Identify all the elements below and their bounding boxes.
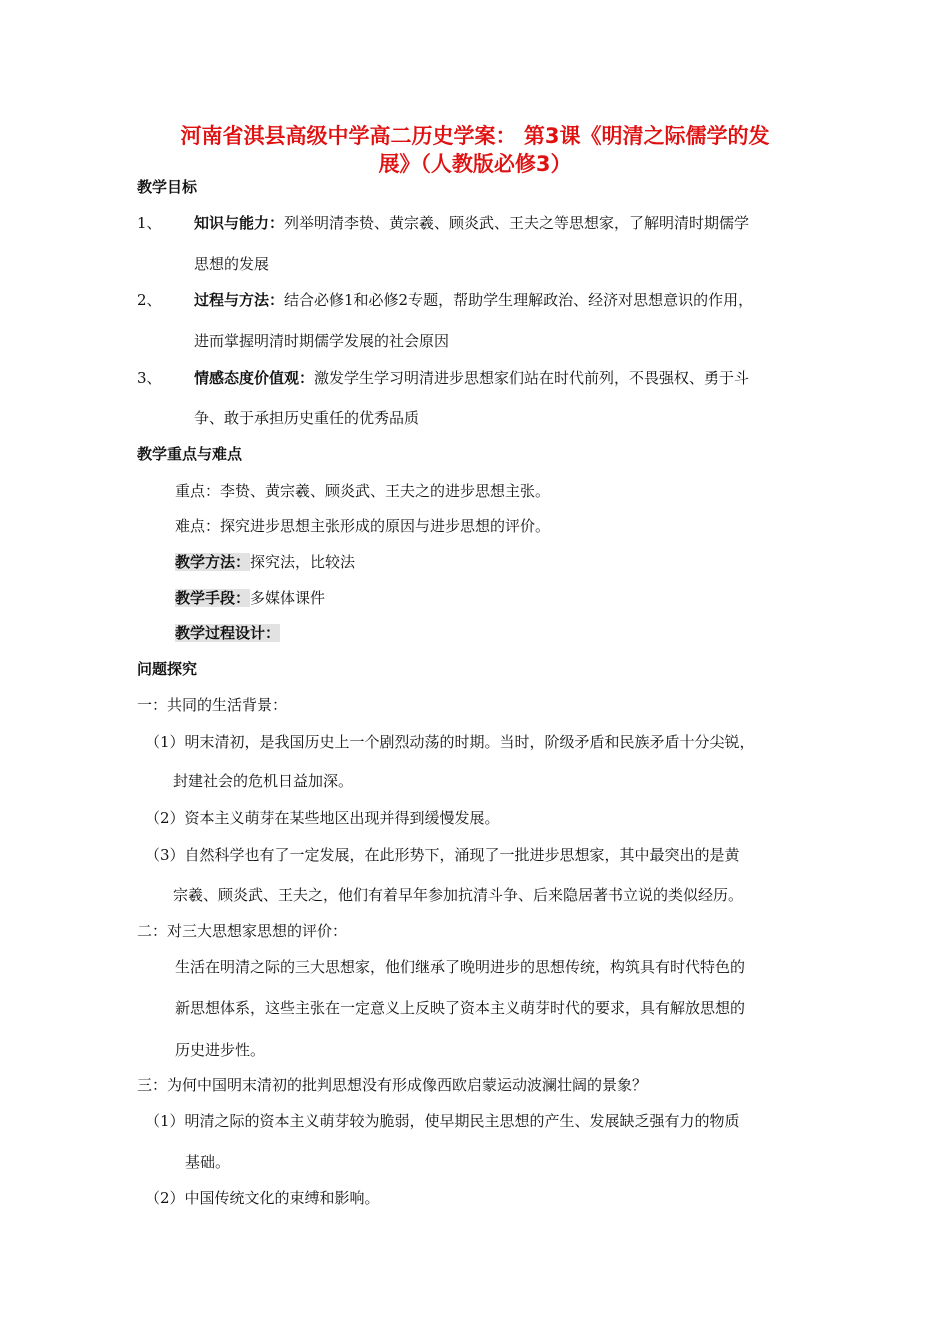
title-line-1: 河南省淇县高级中学高二历史学案： 第3课《明清之际儒学的发 bbox=[180, 124, 770, 148]
goal-1-text: 列举明清李贽、黄宗羲、顾炎武、王夫之等思想家，了解明清时期儒学 bbox=[284, 214, 750, 232]
goal-3-text: 激发学生学习明清进步思想家们站在时代前列，不畏强权、勇于斗 bbox=[314, 369, 750, 387]
goal-1-number: 1、 bbox=[137, 214, 162, 232]
goal-2-label: 过程与方法： bbox=[194, 291, 285, 309]
goal-3-number: 3、 bbox=[137, 369, 162, 387]
q3-item-1-line-2: 基础。 bbox=[185, 1153, 231, 1171]
document-title bbox=[0, 122, 950, 178]
title-line-2: 展》（人教版必修3） bbox=[378, 152, 572, 176]
q1-item-3-line-2: 宗羲、顾炎武、王夫之，他们有着早年参加抗清斗争、后来隐居著书立说的类似经历。 bbox=[173, 886, 744, 904]
q1-item-1-line-2: 封建社会的危机日益加深。 bbox=[173, 772, 354, 790]
goal-2-continuation: 进而掌握明清时期儒学发展的社会原因 bbox=[194, 332, 450, 350]
goal-2-number: 2、 bbox=[137, 291, 162, 309]
teaching-means bbox=[175, 588, 325, 608]
goal-2-line bbox=[194, 290, 753, 310]
goal-3-label: 情感态度价值观： bbox=[194, 369, 315, 387]
question-1: 一：共同的生活背景： bbox=[137, 696, 288, 714]
q1-item-3-line-1: （3）自然科学也有了一定发展，在此形势下，涌现了一批进步思想家，其中最突出的是黄 bbox=[145, 846, 740, 864]
goal-3-line bbox=[194, 368, 749, 388]
goal-3-continuation: 争、敢于承担历史重任的优秀品质 bbox=[194, 409, 420, 427]
q1-item-2-line-1: （2）资本主义萌芽在某些地区出现并得到缓慢发展。 bbox=[145, 809, 500, 827]
teaching-process bbox=[175, 623, 280, 643]
goal-1-line bbox=[194, 213, 749, 233]
goal-1-continuation: 思想的发展 bbox=[194, 255, 270, 273]
goal-2-text: 结合必修1和必修2专题，帮助学生理解政治、经济对思想意识的作用， bbox=[284, 291, 754, 309]
goal-1-label: 知识与能力： bbox=[194, 214, 285, 232]
q2-line-1: 生活在明清之际的三大思想家，他们继承了晚明进步的思想传统，构筑具有时代特色的 bbox=[175, 958, 746, 976]
q1-item-1-line-1: （1）明末清初，是我国历史上一个剧烈动荡的时期。当时，阶级矛盾和民族矛盾十分尖锐， bbox=[145, 733, 755, 751]
goals-heading: 教学目标 bbox=[137, 178, 198, 196]
method-label: 教学方法： bbox=[175, 553, 251, 571]
keypoints-heading: 教学重点与难点 bbox=[137, 445, 243, 463]
process-label: 教学过程设计： bbox=[175, 624, 281, 642]
question-2: 二：对三大思想家思想的评价： bbox=[137, 922, 348, 940]
q2-line-2: 新思想体系，这些主张在一定意义上反映了资本主义萌芽时代的要求，具有解放思想的 bbox=[175, 999, 746, 1017]
inquiry-heading: 问题探究 bbox=[137, 660, 198, 678]
means-value: 多媒体课件 bbox=[250, 589, 326, 607]
method-value: 探究法，比较法 bbox=[250, 553, 356, 571]
difficulty: 难点：探究进步思想主张形成的原因与进步思想的评价。 bbox=[175, 517, 551, 535]
q3-item-2-line-1: （2）中国传统文化的束缚和影响。 bbox=[145, 1189, 380, 1207]
question-3: 三：为何中国明末清初的批判思想没有形成像西欧启蒙运动波澜壮阔的景象？ bbox=[137, 1076, 648, 1094]
q2-line-3: 历史进步性。 bbox=[175, 1041, 266, 1059]
means-label: 教学手段： bbox=[175, 589, 251, 607]
teaching-method bbox=[175, 552, 355, 572]
key-point: 重点：李贽、黄宗羲、顾炎武、王夫之的进步思想主张。 bbox=[175, 482, 551, 500]
q3-item-1-line-1: （1）明清之际的资本主义萌芽较为脆弱，使早期民主思想的产生、发展缺乏强有力的物质 bbox=[145, 1112, 740, 1130]
